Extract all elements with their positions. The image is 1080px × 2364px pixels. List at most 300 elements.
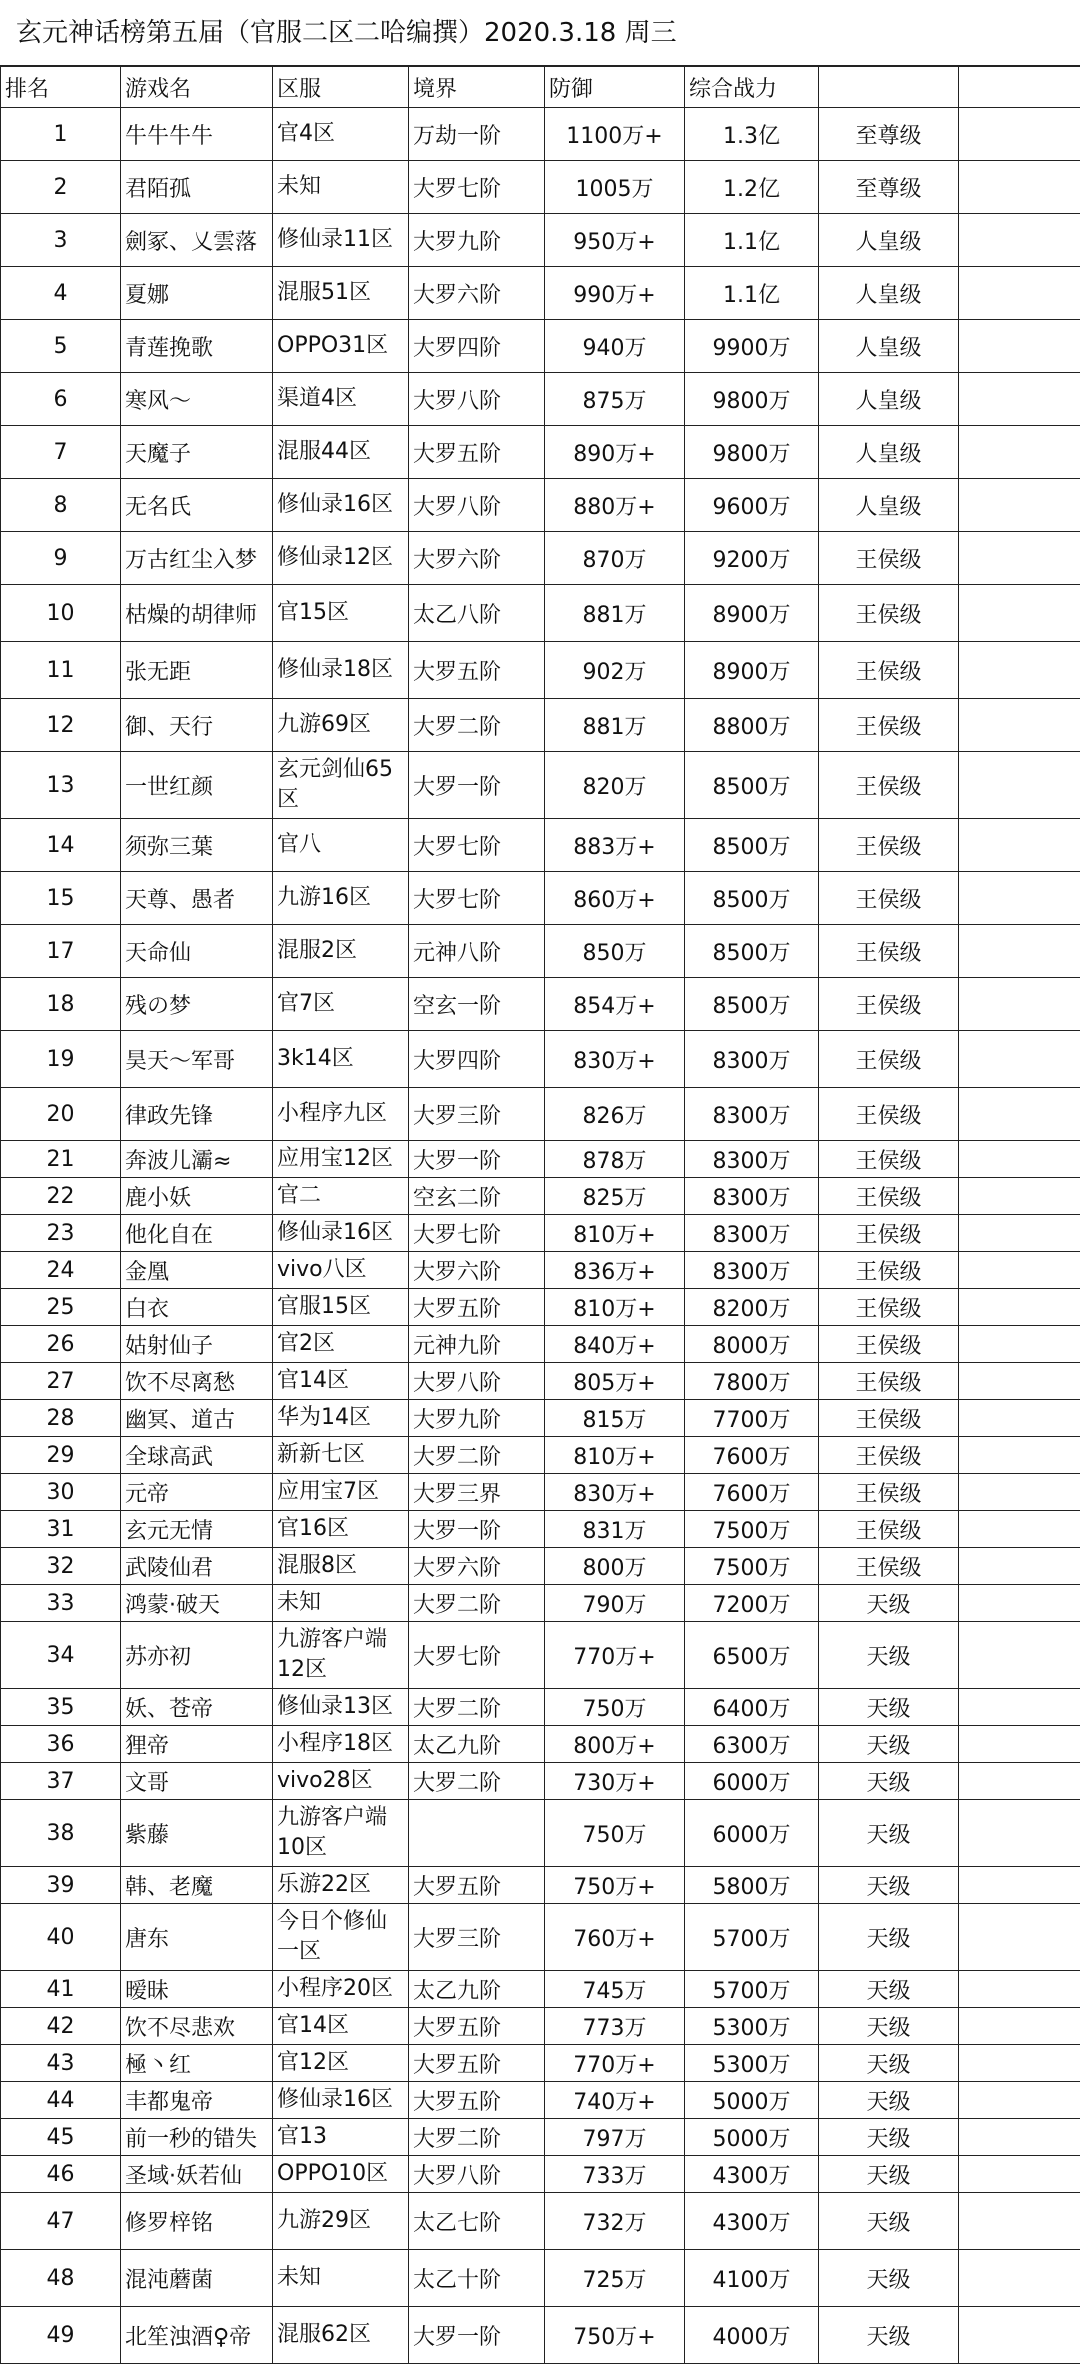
cell-server: 官7区 [273,978,409,1031]
cell-player-name: 饮不尽悲欢 [121,2008,273,2045]
cell-realm: 大罗二阶 [409,1585,545,1622]
cell-rank: 33 [1,1585,121,1622]
cell-empty [959,1800,1080,1867]
cell-empty [959,1088,1080,1141]
cell-empty [959,1971,1080,2008]
cell-player-name: 唐东 [121,1904,273,1971]
cell-server: 混服2区 [273,925,409,978]
cell-server: 混服44区 [273,426,409,479]
table-row [1,1800,1080,1867]
cell-level: 王侯级 [819,1141,959,1178]
cell-level: 王侯级 [819,1363,959,1400]
cell-server: 九游29区 [273,2193,409,2250]
cell-rank: 24 [1,1252,121,1289]
cell-defense: 805万+ [545,1363,685,1400]
cell-level: 天级 [819,2307,959,2364]
cell-defense: 836万+ [545,1252,685,1289]
cell-player-name: 鹿小妖 [121,1178,273,1215]
cell-player-name: 夏娜 [121,267,273,320]
cell-empty [959,1178,1080,1215]
cell-rank: 37 [1,1763,121,1800]
cell-rank: 31 [1,1511,121,1548]
cell-realm: 太乙十阶 [409,2250,545,2307]
cell-level: 天级 [819,1585,959,1622]
cell-player-name: 混沌蘑菌 [121,2250,273,2307]
cell-defense: 810万+ [545,1289,685,1326]
cell-level: 天级 [819,2156,959,2193]
cell-realm: 万劫一阶 [409,108,545,161]
cell-empty [959,2193,1080,2250]
cell-server: 新新七区 [273,1437,409,1474]
cell-level: 王侯级 [819,642,959,699]
cell-power: 5700万 [685,1904,819,1971]
cell-rank: 36 [1,1726,121,1763]
cell-defense: 881万 [545,585,685,642]
cell-player-name: 昊天～军哥 [121,1031,273,1088]
table-row [1,1326,1080,1363]
cell-realm: 元神九阶 [409,1326,545,1363]
cell-power: 8500万 [685,819,819,872]
table-row [1,108,1080,161]
cell-realm: 空玄二阶 [409,1178,545,1215]
cell-power: 1.2亿 [685,161,819,214]
cell-power: 9600万 [685,479,819,532]
cell-rank: 41 [1,1971,121,2008]
cell-power: 8000万 [685,1326,819,1363]
cell-power: 9200万 [685,532,819,585]
cell-player-name: 无名氏 [121,479,273,532]
cell-realm: 大罗四阶 [409,320,545,373]
cell-power: 5700万 [685,1971,819,2008]
cell-power: 5300万 [685,2045,819,2082]
cell-rank: 9 [1,532,121,585]
cell-level: 王侯级 [819,699,959,752]
cell-server: 未知 [273,2250,409,2307]
cell-empty [959,1031,1080,1088]
cell-realm: 大罗七阶 [409,872,545,925]
cell-realm: 大罗八阶 [409,373,545,426]
cell-power: 1.3亿 [685,108,819,161]
cell-server: 官二 [273,1178,409,1215]
cell-server: 应用宝7区 [273,1474,409,1511]
cell-power: 7600万 [685,1437,819,1474]
cell-player-name: 金凰 [121,1252,273,1289]
cell-realm: 大罗二阶 [409,699,545,752]
cell-realm: 大罗九阶 [409,1400,545,1437]
cell-power: 8300万 [685,1031,819,1088]
cell-rank: 42 [1,2008,121,2045]
cell-empty [959,1326,1080,1363]
cell-power: 9800万 [685,373,819,426]
cell-level: 王侯级 [819,1548,959,1585]
cell-server: 官4区 [273,108,409,161]
cell-level: 王侯级 [819,1400,959,1437]
col-header-power: 综合战力 [685,67,819,108]
cell-realm: 大罗五阶 [409,2008,545,2045]
cell-level: 王侯级 [819,1031,959,1088]
cell-level: 王侯级 [819,752,959,819]
cell-realm: 大罗七阶 [409,1215,545,1252]
table-row [1,532,1080,585]
table-row [1,1215,1080,1252]
cell-server: 渠道4区 [273,373,409,426]
cell-player-name: 牛牛牛牛 [121,108,273,161]
cell-defense: 902万 [545,642,685,699]
cell-defense: 773万 [545,2008,685,2045]
cell-defense: 870万 [545,532,685,585]
cell-realm: 大罗九阶 [409,214,545,267]
cell-level: 王侯级 [819,1178,959,1215]
cell-player-name: 白衣 [121,1289,273,1326]
cell-power: 9800万 [685,426,819,479]
cell-player-name: 君陌孤 [121,161,273,214]
cell-player-name: 一世红颜 [121,752,273,819]
cell-level: 王侯级 [819,1474,959,1511]
table-row [1,1585,1080,1622]
cell-defense: 850万 [545,925,685,978]
cell-defense: 740万+ [545,2082,685,2119]
cell-server: 华为14区 [273,1400,409,1437]
cell-rank: 26 [1,1326,121,1363]
cell-empty [959,1867,1080,1904]
cell-defense: 880万+ [545,479,685,532]
cell-server: 修仙录13区 [273,1689,409,1726]
cell-empty [959,1689,1080,1726]
cell-power: 7500万 [685,1511,819,1548]
cell-rank: 23 [1,1215,121,1252]
cell-defense: 730万+ [545,1763,685,1800]
cell-level: 天级 [819,1800,959,1867]
cell-level: 天级 [819,1689,959,1726]
cell-power: 8800万 [685,699,819,752]
cell-player-name: 枯燥的胡律师 [121,585,273,642]
cell-rank: 8 [1,479,121,532]
cell-realm: 太乙八阶 [409,585,545,642]
cell-level: 天级 [819,1904,959,1971]
cell-power: 7800万 [685,1363,819,1400]
cell-defense: 854万+ [545,978,685,1031]
cell-realm: 大罗二阶 [409,2119,545,2156]
cell-player-name: 劍冢、乂雲落 [121,214,273,267]
cell-defense: 1100万+ [545,108,685,161]
cell-defense: 826万 [545,1088,685,1141]
cell-level: 天级 [819,1726,959,1763]
cell-defense: 725万 [545,2250,685,2307]
cell-defense: 770万+ [545,1622,685,1689]
cell-level: 天级 [819,2045,959,2082]
cell-realm: 大罗五阶 [409,1289,545,1326]
cell-empty [959,1289,1080,1326]
cell-server: 修仙录18区 [273,642,409,699]
cell-rank: 2 [1,161,121,214]
cell-level: 至尊级 [819,161,959,214]
cell-defense: 810万+ [545,1437,685,1474]
cell-level: 王侯级 [819,925,959,978]
cell-realm: 大罗三阶 [409,1904,545,1971]
table-row [1,1289,1080,1326]
table-row [1,1178,1080,1215]
cell-empty [959,2307,1080,2364]
cell-defense: 875万 [545,373,685,426]
cell-realm: 大罗八阶 [409,2156,545,2193]
cell-realm: 大罗一阶 [409,752,545,819]
cell-defense: 830万+ [545,1474,685,1511]
cell-realm: 大罗六阶 [409,1548,545,1585]
cell-rank: 34 [1,1622,121,1689]
cell-defense: 770万+ [545,2045,685,2082]
cell-player-name: 寒风～ [121,373,273,426]
cell-defense: 760万+ [545,1904,685,1971]
cell-player-name: 残の梦 [121,978,273,1031]
cell-server: 官12区 [273,2045,409,2082]
cell-realm: 大罗六阶 [409,1252,545,1289]
cell-player-name: 韩、老魔 [121,1867,273,1904]
cell-defense: 950万+ [545,214,685,267]
cell-player-name: 武陵仙君 [121,1548,273,1585]
cell-defense: 810万+ [545,1215,685,1252]
table-row [1,1400,1080,1437]
table-row [1,1474,1080,1511]
table-row [1,1763,1080,1800]
cell-server: OPPO31区 [273,320,409,373]
cell-level: 王侯级 [819,872,959,925]
cell-defense: 860万+ [545,872,685,925]
cell-defense: 733万 [545,2156,685,2193]
table-row [1,1511,1080,1548]
cell-server: 官服15区 [273,1289,409,1326]
cell-realm: 大罗二阶 [409,1437,545,1474]
cell-power: 1.1亿 [685,214,819,267]
cell-level: 人皇级 [819,479,959,532]
cell-empty [959,2008,1080,2045]
table-row [1,1088,1080,1141]
cell-player-name: 天尊、愚者 [121,872,273,925]
cell-empty [959,1437,1080,1474]
cell-realm: 大罗八阶 [409,1363,545,1400]
table-row [1,978,1080,1031]
cell-server: 混服8区 [273,1548,409,1585]
cell-defense: 831万 [545,1511,685,1548]
cell-defense: 745万 [545,1971,685,2008]
cell-realm: 元神八阶 [409,925,545,978]
cell-empty [959,1548,1080,1585]
cell-realm: 大罗五阶 [409,426,545,479]
cell-rank: 44 [1,2082,121,2119]
cell-rank: 4 [1,267,121,320]
cell-server: 九游16区 [273,872,409,925]
cell-power: 8300万 [685,1141,819,1178]
cell-player-name: 御、天行 [121,699,273,752]
col-header-server: 区服 [273,67,409,108]
cell-empty [959,2045,1080,2082]
cell-power: 6000万 [685,1800,819,1867]
table-row [1,752,1080,819]
cell-power: 4000万 [685,2307,819,2364]
cell-rank: 20 [1,1088,121,1141]
cell-defense: 750万 [545,1689,685,1726]
table-row [1,320,1080,373]
cell-level: 天级 [819,2193,959,2250]
cell-level: 天级 [819,2250,959,2307]
cell-level: 人皇级 [819,373,959,426]
cell-defense: 840万+ [545,1326,685,1363]
cell-power: 8500万 [685,752,819,819]
cell-empty [959,1904,1080,1971]
cell-realm: 大罗一阶 [409,2307,545,2364]
cell-level: 王侯级 [819,1437,959,1474]
cell-realm: 太乙九阶 [409,1726,545,1763]
cell-rank: 40 [1,1904,121,1971]
cell-empty [959,1363,1080,1400]
cell-defense: 883万+ [545,819,685,872]
cell-server: 玄元剑仙65区 [273,752,409,819]
cell-rank: 48 [1,2250,121,2307]
cell-rank: 11 [1,642,121,699]
cell-rank: 47 [1,2193,121,2250]
cell-level: 天级 [819,2119,959,2156]
table-row [1,699,1080,752]
table-row [1,267,1080,320]
table-row [1,2082,1080,2119]
cell-defense: 815万 [545,1400,685,1437]
cell-power: 7600万 [685,1474,819,1511]
table-row [1,1548,1080,1585]
cell-empty [959,2250,1080,2307]
table-row [1,373,1080,426]
cell-defense: 750万+ [545,2307,685,2364]
cell-rank: 18 [1,978,121,1031]
cell-empty [959,426,1080,479]
cell-server: 应用宝12区 [273,1141,409,1178]
cell-player-name: 文哥 [121,1763,273,1800]
cell-player-name: 極丶红 [121,2045,273,2082]
cell-empty [959,373,1080,426]
cell-server: 修仙录16区 [273,1215,409,1252]
cell-power: 4100万 [685,2250,819,2307]
table-row [1,1904,1080,1971]
cell-player-name: 天命仙 [121,925,273,978]
cell-realm: 大罗五阶 [409,2045,545,2082]
cell-player-name: 天魔子 [121,426,273,479]
cell-server: 官15区 [273,585,409,642]
cell-empty [959,2082,1080,2119]
cell-player-name: 狸帝 [121,1726,273,1763]
cell-player-name: 奔波儿灞≈ [121,1141,273,1178]
table-row [1,479,1080,532]
cell-rank: 38 [1,1800,121,1867]
table-row [1,1141,1080,1178]
cell-rank: 19 [1,1031,121,1088]
table-row [1,585,1080,642]
cell-rank: 7 [1,426,121,479]
table-row [1,1689,1080,1726]
cell-player-name: 姑射仙子 [121,1326,273,1363]
cell-rank: 6 [1,373,121,426]
cell-power: 5000万 [685,2119,819,2156]
table-row [1,2045,1080,2082]
cell-empty [959,108,1080,161]
cell-level: 王侯级 [819,1326,959,1363]
cell-realm: 大罗五阶 [409,642,545,699]
cell-power: 1.1亿 [685,267,819,320]
cell-rank: 14 [1,819,121,872]
cell-power: 4300万 [685,2156,819,2193]
cell-rank: 10 [1,585,121,642]
cell-realm: 大罗一阶 [409,1141,545,1178]
cell-player-name: 北笙浊酒♀帝 [121,2307,273,2364]
cell-realm: 大罗六阶 [409,267,545,320]
cell-realm: 大罗五阶 [409,2082,545,2119]
table-row [1,2307,1080,2364]
cell-defense: 890万+ [545,426,685,479]
cell-rank: 30 [1,1474,121,1511]
cell-server: 官八 [273,819,409,872]
cell-power: 8500万 [685,925,819,978]
cell-defense: 881万 [545,699,685,752]
cell-player-name: 律政先锋 [121,1088,273,1141]
cell-realm [409,1800,545,1867]
table-row [1,2008,1080,2045]
cell-empty [959,1252,1080,1289]
table-row [1,426,1080,479]
cell-server: 3k14区 [273,1031,409,1088]
cell-server: 修仙录16区 [273,2082,409,2119]
cell-empty [959,585,1080,642]
cell-power: 8300万 [685,1178,819,1215]
table-row [1,642,1080,699]
cell-defense: 800万 [545,1548,685,1585]
cell-realm: 大罗七阶 [409,819,545,872]
cell-rank: 39 [1,1867,121,1904]
cell-empty [959,161,1080,214]
cell-power: 8900万 [685,585,819,642]
table-row [1,1726,1080,1763]
cell-rank: 21 [1,1141,121,1178]
cell-level: 天级 [819,2008,959,2045]
cell-empty [959,642,1080,699]
cell-realm: 大罗二阶 [409,1689,545,1726]
cell-player-name: 青莲挽歌 [121,320,273,373]
cell-player-name: 暧昧 [121,1971,273,2008]
cell-server: 今日个修仙一区 [273,1904,409,1971]
cell-server: vivo八区 [273,1252,409,1289]
cell-power: 8500万 [685,872,819,925]
table-header-row [1,67,1080,108]
col-header-name: 游戏名 [121,67,273,108]
cell-rank: 29 [1,1437,121,1474]
cell-server: 未知 [273,161,409,214]
cell-rank: 22 [1,1178,121,1215]
cell-defense: 732万 [545,2193,685,2250]
cell-level: 人皇级 [819,320,959,373]
cell-empty [959,1622,1080,1689]
cell-player-name: 张无距 [121,642,273,699]
cell-power: 8200万 [685,1289,819,1326]
cell-server: 官2区 [273,1326,409,1363]
table-row [1,872,1080,925]
cell-server: 官14区 [273,2008,409,2045]
cell-level: 天级 [819,1763,959,1800]
cell-server: 未知 [273,1585,409,1622]
cell-level: 王侯级 [819,1215,959,1252]
cell-realm: 大罗二阶 [409,1763,545,1800]
cell-rank: 17 [1,925,121,978]
cell-power: 7500万 [685,1548,819,1585]
col-header-realm: 境界 [409,67,545,108]
table-row [1,925,1080,978]
cell-player-name: 圣域·妖若仙 [121,2156,273,2193]
cell-server: 小程序20区 [273,1971,409,2008]
